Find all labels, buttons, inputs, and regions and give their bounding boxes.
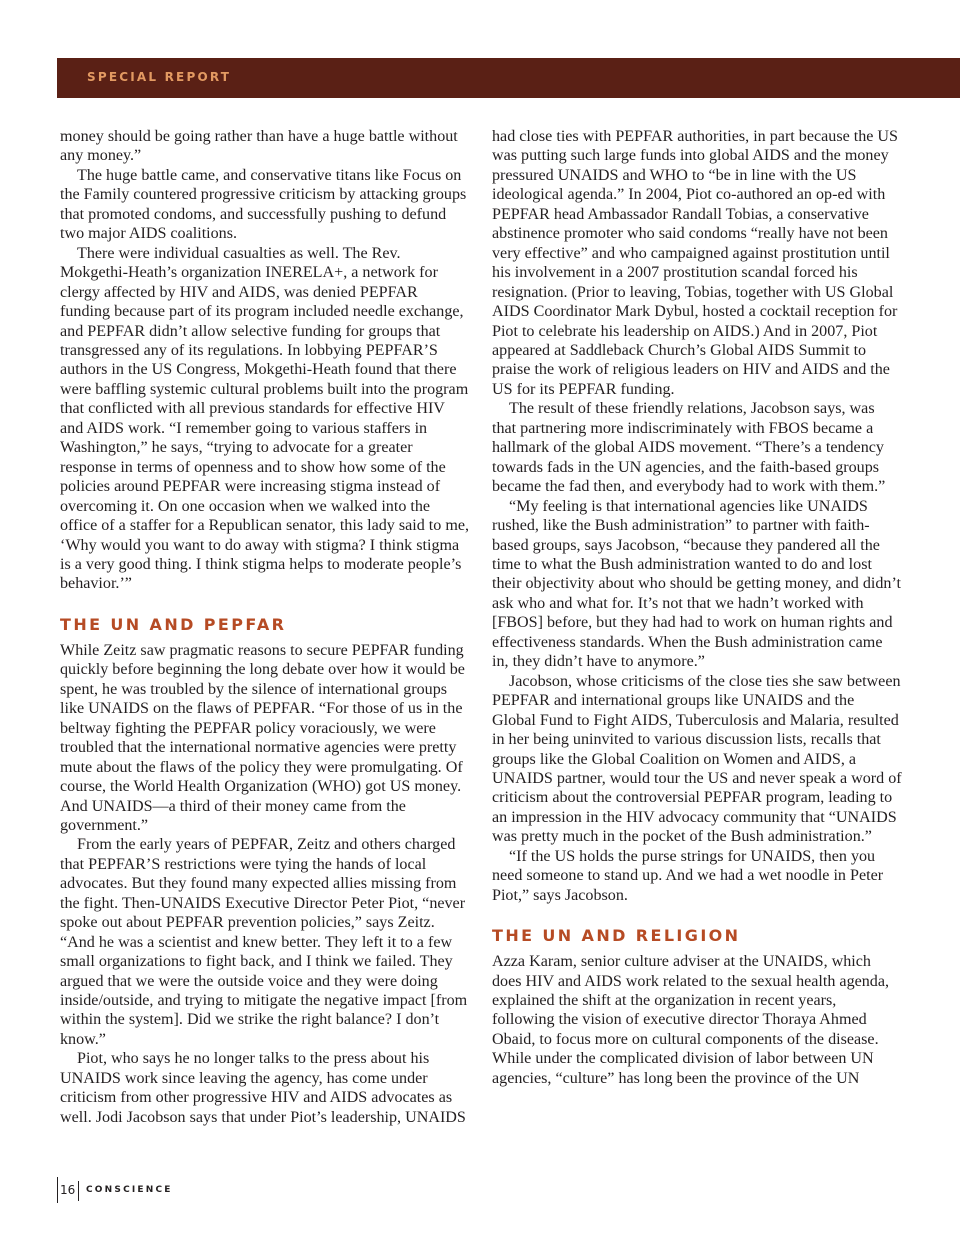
right-column (492, 127, 902, 1088)
paragraph: From the early years of PEPFAR, Zeitz and others charged that PEPFAR’S restrictions were tying the hands of local advocates. But they found many expected allies missing from the fight. Then-UNAIDS Executive Director Peter Piot, “never spoke out about PEPFAR prevention policies,” says Zeitz. “And he was a scientist and knew better. They left it to a few small organizations to fight back, and I think we failed. They argued that we were the outside voice and they were doing inside/outside, and trying to mitigate the negative impact [from within the system]. Did we strike the right balance? I don’t know.” (60, 836, 468, 1048)
paragraph: money should be going rather than have a huge battle without any money.” (60, 128, 458, 165)
paragraph: The huge battle came, and conservative titans like Focus on the Family countered progressive criticism by attacking groups that promoted condoms, and successfully pushing to defund two major AIDS coalitions. (60, 166, 467, 243)
paragraph: While Zeitz saw pragmatic reasons to secure PEPFAR funding quickly before beginning the long debate over how it would be spent, he was troubled by the silence of international groups like UNAIDS on the flaws of PEPFAR. “For those of us in the beltway fighting the PEPFAR policy voraciously, we were troubled that the international normative agencies were pretty mute about the flaws of the policy they were promulgating. Of course, the World Health Organization (WHO) got US money. And UNAIDS—a third of their money came from the government.” (60, 641, 465, 834)
paragraph: “My feeling is that international agencies like UNAIDS rushed, like the Bush administration” to partner with faith-based groups, says Jacobson, “because they pandered all the time to what the Bush administration wanted to do and lost their objectivity about who should be getting money, and didn’t ask who and what for. It’s not that we hadn’t worked with [FBOS] before, but they had had to work on human rights and effectiveness standards. When the Bush administration came in, they didn’t have to anymore.” (492, 497, 901, 671)
paragraph: Jacobson, whose criticisms of the close ties she saw between PEPFAR and international groups like UNAIDS and the Global Fund to Fight AIDS, Tuberculosis and Malaria, resulted in her being uninvited to various discussion lists, recalls that groups like the Global Coalition on Women and AIDS, a UNAIDS partner, would tour the US and never speak a word of criticism about the controversial PEPFAR program, leading to an impression in the HIV advocacy community that “UNAIDS was pretty much in the pocket of the Bush administration.” (492, 672, 902, 846)
section-heading: THE UN AND RELIGION (492, 926, 741, 946)
section-label: SPECIAL REPORT (87, 70, 232, 84)
footer-rule (57, 1177, 58, 1203)
publication-name: CONSCIENCE (86, 1185, 173, 1195)
paragraph: “If the US holds the purse strings for UNAIDS, then you need someone to stand up. And we had a wet noodle in Peter Piot,” says Jacobson. (492, 847, 884, 904)
paragraph: had close ties with PEPFAR authorities, in part because the US was putting such large funds into global AIDS and the money pressured UNAIDS and WHO to “be in line with the US ideological agenda.” In 2004, Piot co-authored an op-ed with PEPFAR head Ambassador Randall Tobias, a conservative abstinence promoter who said condoms “really have not been very effective” and who campaigned against prostitution until his involvement in a 2007 prostitution scandal forced his resignation. (Prior to leaving, Tobias, together with US Global AIDS Coordinator Mark Dybul, hosted a cocktail reception for Piot to celebrate his leadership on AIDS.) And in 2007, Piot appeared at Saddleback Church’s Global AIDS Summit to praise the work of religious leaders on HIV and AIDS and the US for its PEPFAR funding. (492, 128, 899, 398)
section-banner (57, 58, 960, 98)
paragraph: There were individual casualties as well. The Rev. Mokgethi-Heath’s organization INERELA+, a network for clergy affected by HIV and AIDS, was denied PEPFAR funding because part of its program included needle exchange, and PEPFAR didn’t allow selective funding for groups that transgressed any of its regulations. In lobbying PEPFAR’S authors in the US Congress, Mokgethi-Heath found that there were baffling systemic cultural problems built into the program that conflicted with all previous standards for effective HIV and AIDS work. “I remember going to various staffers in Washington,” he says, “trying to advocate for a greater response in terms of openness and to show how some of the policies around PEPFAR were increasing stigma instead of overcoming it. On one occasion when we walked into the office of a staffer for a Republican senator, this lady said to me, ‘Why would you want to do away with stigma? I think stigma is a very good thing. I think stigma helps to moderate people’s behavior.’” (60, 244, 470, 593)
footer-divider (78, 1181, 79, 1201)
section-heading: THE UN AND PEPFAR (60, 614, 287, 634)
paragraph: Piot, who says he no longer talks to the press about his UNAIDS work since leaving the agency, has come under criticism from other progressive HIV and AIDS advocates as well. Jodi Jacobson says that under Piot’s leadership, UNAIDS (60, 1050, 466, 1126)
left-column (60, 127, 470, 1127)
paragraph: Azza Karam, senior culture adviser at the UNAIDS, which does HIV and AIDS work related to the sexual health agenda, explained the shift at the organization in recent years, following the vision of executive director Thoraya Ahmed Obaid, to focus more on cultural components of the disease. While under the complicated division of labor between UN agencies, “culture” has long been the province of the UN (492, 953, 890, 1087)
page-number: 16 (60, 1183, 76, 1197)
paragraph: The result of these friendly relations, Jacobson says, was that partnering more indiscriminately with FBOS became a hallmark of the global AIDS movement. “There’s a tendency towards fads in the UN agencies, and the faith-based groups became the fad then, and everybody had to work with them.” (492, 400, 886, 496)
